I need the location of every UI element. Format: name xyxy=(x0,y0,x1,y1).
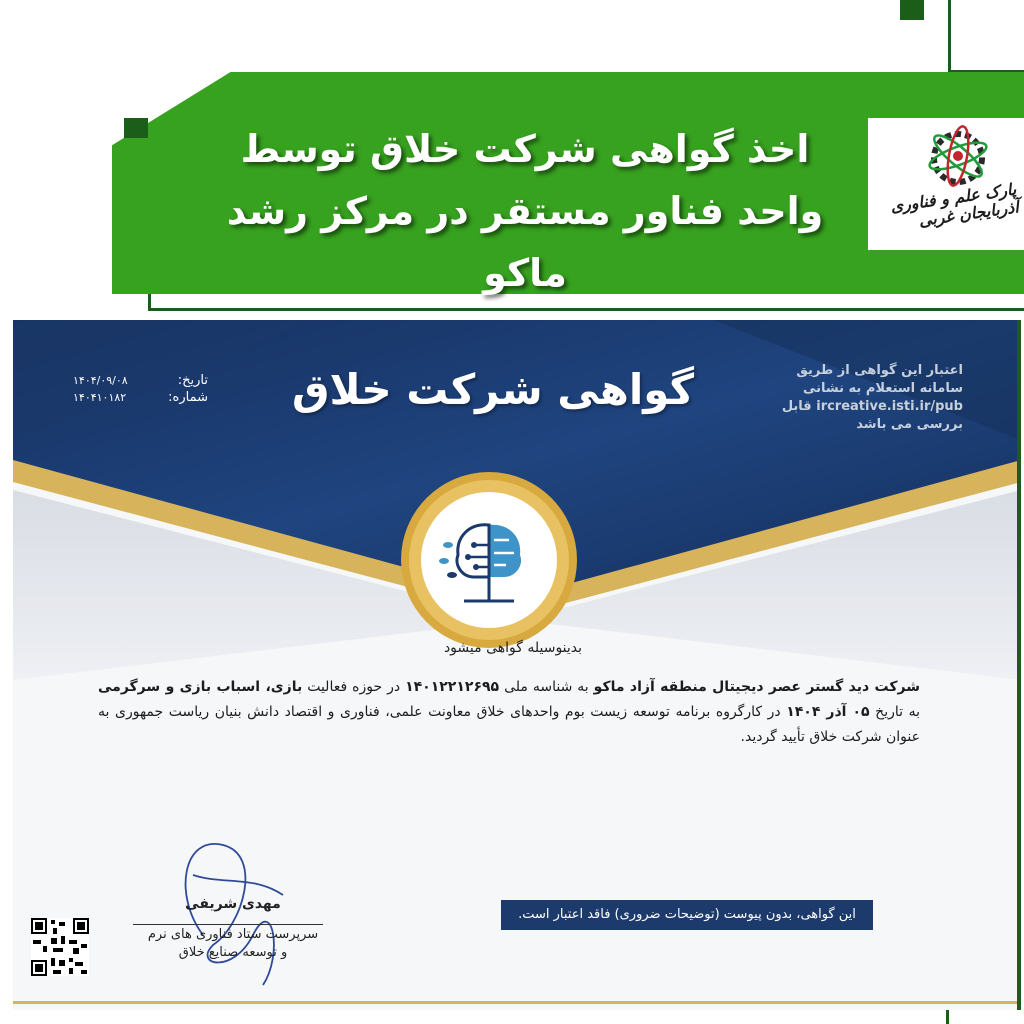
verification-suffix: قابل xyxy=(781,399,812,414)
verification-line4: بررسی می باشد xyxy=(856,417,963,432)
meta-values xyxy=(73,372,153,406)
number-value: ۱۴۰۴۱۰۱۸۲ xyxy=(73,391,127,404)
certificate-intro: بدینوسیله گواهی میشود xyxy=(443,640,583,656)
banner-title-line2: واحد فناور مستقر در مرکز رشد ماکو xyxy=(226,189,824,295)
disclaimer-banner: این گواهی، بدون پیوست (توضیحات ضروری) فاقد اعتبار است. xyxy=(501,900,873,930)
meta-labels xyxy=(148,372,208,406)
verification-line3 xyxy=(713,398,963,416)
certificate-bottom-border xyxy=(13,1001,1017,1004)
date-label: تاریخ: xyxy=(177,373,208,388)
qr-code-icon[interactable] xyxy=(31,918,89,976)
signature-line xyxy=(133,924,323,925)
frame-line-right-top xyxy=(948,0,951,72)
park-logo xyxy=(868,118,1024,250)
verification-url[interactable]: ircreative.isti.ir/pub xyxy=(816,399,963,414)
frame-square-top xyxy=(900,0,924,20)
signer-block xyxy=(123,896,343,962)
company-name: شرکت دید گستر عصر دیجیتال منطقه آزاد ماکو xyxy=(593,679,920,695)
park-logo-text: پارک علم و فناوری آذربایجان غربی xyxy=(889,179,1020,231)
approval-text: در کارگروه برنامه توسعه زیست بوم واحدهای خلاق معاونت علمی، فناوری و اقتصاد دانش بنیان ریاست جمهوری به عنوان شرکت خلاق تأیید گردید. xyxy=(98,704,920,745)
signer-name: مهدی شریفی xyxy=(185,896,281,912)
field-label: در حوزه فعالیت xyxy=(307,679,401,695)
national-id-label: به شناسه ملی xyxy=(504,679,589,695)
verification-line1: اعتبار این گواهی از طریق xyxy=(796,363,963,378)
national-id: ۱۴۰۱۲۲۱۲۶۹۵ xyxy=(405,679,500,695)
certificate-title: گواهی شرکت خلاق xyxy=(291,365,695,414)
banner-square-ornament xyxy=(124,118,148,138)
date-value: ۱۴۰۴/۰۹/۰۸ xyxy=(73,374,128,387)
verification-line2: سامانه استعلام به نشانی xyxy=(802,381,963,396)
certificate xyxy=(13,320,1021,1010)
brain-tree-icon xyxy=(434,505,544,615)
number-label: شماره: xyxy=(168,390,208,405)
banner-title-line1: اخذ گواهی شرکت خلاق توسط xyxy=(240,127,810,171)
frame-line-bottom xyxy=(148,308,1024,311)
signer-role-line1: سرپرست ستاد فناوری های نرم xyxy=(147,927,319,942)
activity-field: بازی، اسباب بازی و سرگرمی xyxy=(98,679,303,695)
signer-role xyxy=(123,926,343,962)
approval-date-label: به تاریخ xyxy=(875,704,920,720)
certificate-body xyxy=(98,675,920,750)
verification-note xyxy=(713,362,963,434)
signer-role-line2: و توسعه صنایع خلاق xyxy=(178,945,288,960)
approval-date: ۰۵ آذر ۱۴۰۴ xyxy=(786,704,870,720)
banner-title xyxy=(210,118,840,304)
